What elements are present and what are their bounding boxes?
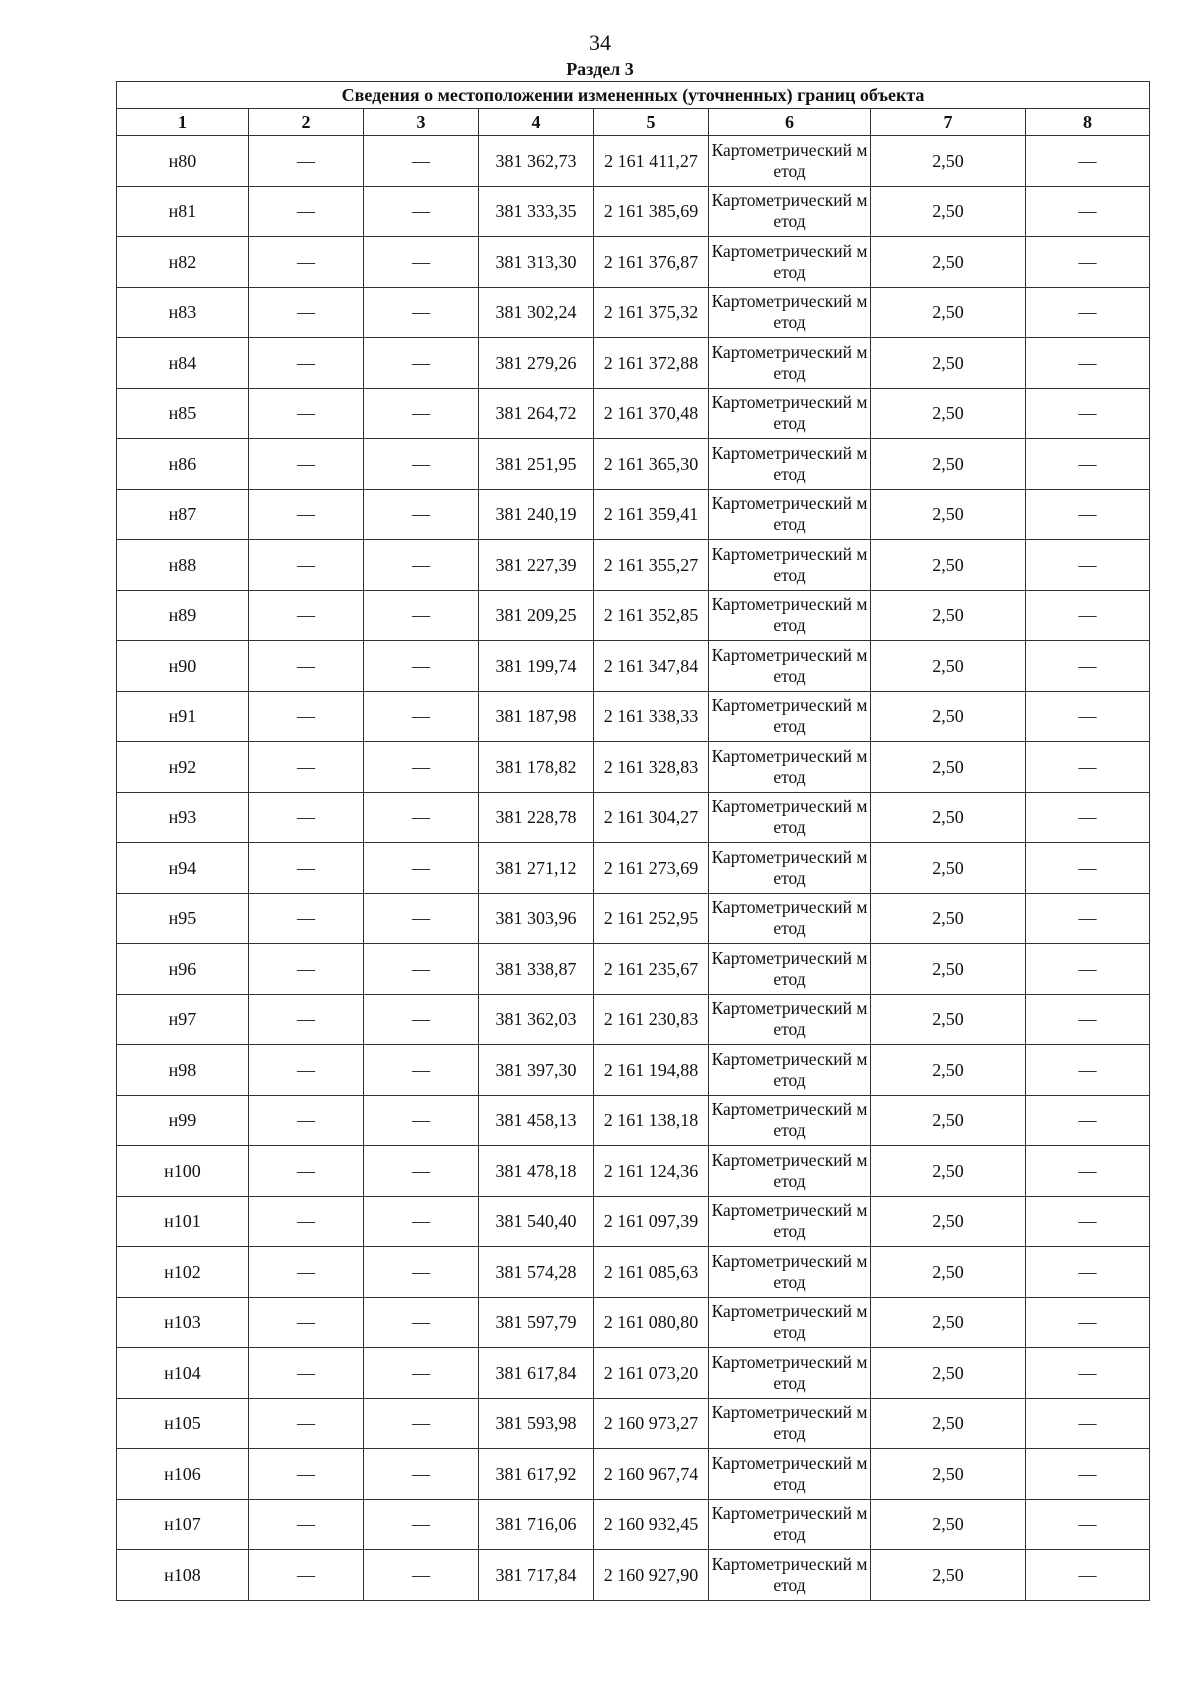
point-name-cell: н97 xyxy=(117,994,249,1045)
accuracy-cell: 2,50 xyxy=(871,1550,1026,1601)
method-cell: Картометрический метод xyxy=(709,489,871,540)
empty-value-cell: — xyxy=(249,540,364,591)
empty-value-cell: — xyxy=(249,237,364,288)
method-cell: Картометрический метод xyxy=(709,1247,871,1298)
table-row xyxy=(117,1196,1150,1247)
empty-value-cell: — xyxy=(249,1550,364,1601)
y-coordinate-cell: 2 161 230,83 xyxy=(594,994,709,1045)
table-row xyxy=(117,1550,1150,1601)
y-coordinate-cell: 2 161 355,27 xyxy=(594,540,709,591)
x-coordinate-cell: 381 209,25 xyxy=(479,590,594,641)
method-cell: Картометрический метод xyxy=(709,893,871,944)
y-coordinate-cell: 2 161 304,27 xyxy=(594,792,709,843)
method-cell: Картометрический метод xyxy=(709,994,871,1045)
method-cell: Картометрический метод xyxy=(709,338,871,389)
accuracy-cell: 2,50 xyxy=(871,1398,1026,1449)
y-coordinate-cell: 2 161 328,83 xyxy=(594,742,709,793)
empty-value-cell: — xyxy=(249,1196,364,1247)
column-number-6: 6 xyxy=(709,109,871,136)
empty-value-cell: — xyxy=(1026,1297,1150,1348)
table-row xyxy=(117,792,1150,843)
x-coordinate-cell: 381 717,84 xyxy=(479,1550,594,1601)
empty-value-cell: — xyxy=(364,1196,479,1247)
empty-value-cell: — xyxy=(1026,1247,1150,1298)
table-row xyxy=(117,388,1150,439)
empty-value-cell: — xyxy=(249,944,364,995)
table-row xyxy=(117,1348,1150,1399)
empty-value-cell: — xyxy=(249,136,364,187)
empty-value-cell: — xyxy=(249,388,364,439)
empty-value-cell: — xyxy=(364,1550,479,1601)
table-row xyxy=(117,691,1150,742)
x-coordinate-cell: 381 574,28 xyxy=(479,1247,594,1298)
accuracy-cell: 2,50 xyxy=(871,439,1026,490)
empty-value-cell: — xyxy=(1026,1550,1150,1601)
empty-value-cell: — xyxy=(249,186,364,237)
y-coordinate-cell: 2 161 138,18 xyxy=(594,1095,709,1146)
empty-value-cell: — xyxy=(364,338,479,389)
point-name-cell: н89 xyxy=(117,590,249,641)
empty-value-cell: — xyxy=(364,1095,479,1146)
method-cell: Картометрический метод xyxy=(709,287,871,338)
point-name-cell: н86 xyxy=(117,439,249,490)
empty-value-cell: — xyxy=(1026,540,1150,591)
accuracy-cell: 2,50 xyxy=(871,843,1026,894)
point-name-cell: н95 xyxy=(117,893,249,944)
empty-value-cell: — xyxy=(364,1449,479,1500)
x-coordinate-cell: 381 617,84 xyxy=(479,1348,594,1399)
empty-value-cell: — xyxy=(249,1146,364,1197)
table-row xyxy=(117,1398,1150,1449)
empty-value-cell: — xyxy=(364,641,479,692)
y-coordinate-cell: 2 160 973,27 xyxy=(594,1398,709,1449)
empty-value-cell: — xyxy=(249,287,364,338)
empty-value-cell: — xyxy=(1026,136,1150,187)
method-cell: Картометрический метод xyxy=(709,1348,871,1399)
table-row xyxy=(117,843,1150,894)
method-cell: Картометрический метод xyxy=(709,186,871,237)
empty-value-cell: — xyxy=(364,944,479,995)
method-cell: Картометрический метод xyxy=(709,944,871,995)
empty-value-cell: — xyxy=(249,792,364,843)
empty-value-cell: — xyxy=(249,590,364,641)
accuracy-cell: 2,50 xyxy=(871,590,1026,641)
method-cell: Картометрический метод xyxy=(709,1146,871,1197)
empty-value-cell: — xyxy=(249,1398,364,1449)
method-cell: Картометрический метод xyxy=(709,792,871,843)
empty-value-cell: — xyxy=(249,1499,364,1550)
point-name-cell: н83 xyxy=(117,287,249,338)
empty-value-cell: — xyxy=(364,237,479,288)
empty-value-cell: — xyxy=(1026,1196,1150,1247)
x-coordinate-cell: 381 617,92 xyxy=(479,1449,594,1500)
x-coordinate-cell: 381 478,18 xyxy=(479,1146,594,1197)
empty-value-cell: — xyxy=(364,1247,479,1298)
x-coordinate-cell: 381 362,03 xyxy=(479,994,594,1045)
accuracy-cell: 2,50 xyxy=(871,388,1026,439)
x-coordinate-cell: 381 362,73 xyxy=(479,136,594,187)
accuracy-cell: 2,50 xyxy=(871,1196,1026,1247)
empty-value-cell: — xyxy=(249,1095,364,1146)
empty-value-cell: — xyxy=(1026,186,1150,237)
table-row xyxy=(117,439,1150,490)
empty-value-cell: — xyxy=(364,186,479,237)
accuracy-cell: 2,50 xyxy=(871,1499,1026,1550)
table-row xyxy=(117,893,1150,944)
accuracy-cell: 2,50 xyxy=(871,1348,1026,1399)
empty-value-cell: — xyxy=(1026,287,1150,338)
method-cell: Картометрический метод xyxy=(709,136,871,187)
empty-value-cell: — xyxy=(1026,742,1150,793)
accuracy-cell: 2,50 xyxy=(871,1045,1026,1096)
empty-value-cell: — xyxy=(249,489,364,540)
point-name-cell: н104 xyxy=(117,1348,249,1399)
point-name-cell: н98 xyxy=(117,1045,249,1096)
empty-value-cell: — xyxy=(1026,590,1150,641)
point-name-cell: н91 xyxy=(117,691,249,742)
empty-value-cell: — xyxy=(364,1146,479,1197)
point-name-cell: н106 xyxy=(117,1449,249,1500)
accuracy-cell: 2,50 xyxy=(871,1095,1026,1146)
y-coordinate-cell: 2 160 927,90 xyxy=(594,1550,709,1601)
empty-value-cell: — xyxy=(364,1045,479,1096)
empty-value-cell: — xyxy=(1026,843,1150,894)
y-coordinate-cell: 2 161 359,41 xyxy=(594,489,709,540)
accuracy-cell: 2,50 xyxy=(871,1247,1026,1298)
empty-value-cell: — xyxy=(364,994,479,1045)
accuracy-cell: 2,50 xyxy=(871,994,1026,1045)
empty-value-cell: — xyxy=(364,489,479,540)
y-coordinate-cell: 2 161 375,32 xyxy=(594,287,709,338)
empty-value-cell: — xyxy=(249,1045,364,1096)
empty-value-cell: — xyxy=(364,893,479,944)
accuracy-cell: 2,50 xyxy=(871,136,1026,187)
table-caption: Сведения о местоположении измененных (уточненных) границ объекта xyxy=(117,82,1150,109)
point-name-cell: н107 xyxy=(117,1499,249,1550)
empty-value-cell: — xyxy=(364,1297,479,1348)
table-row xyxy=(117,1146,1150,1197)
empty-value-cell: — xyxy=(364,590,479,641)
empty-value-cell: — xyxy=(364,1499,479,1550)
method-cell: Картометрический метод xyxy=(709,1449,871,1500)
method-cell: Картометрический метод xyxy=(709,1196,871,1247)
accuracy-cell: 2,50 xyxy=(871,893,1026,944)
empty-value-cell: — xyxy=(1026,338,1150,389)
empty-value-cell: — xyxy=(249,691,364,742)
y-coordinate-cell: 2 161 372,88 xyxy=(594,338,709,389)
empty-value-cell: — xyxy=(249,1247,364,1298)
method-cell: Картометрический метод xyxy=(709,1499,871,1550)
point-name-cell: н96 xyxy=(117,944,249,995)
table-row xyxy=(117,1449,1150,1500)
table-row xyxy=(117,994,1150,1045)
accuracy-cell: 2,50 xyxy=(871,1146,1026,1197)
empty-value-cell: — xyxy=(1026,893,1150,944)
empty-value-cell: — xyxy=(249,439,364,490)
x-coordinate-cell: 381 264,72 xyxy=(479,388,594,439)
y-coordinate-cell: 2 161 252,95 xyxy=(594,893,709,944)
empty-value-cell: — xyxy=(1026,1398,1150,1449)
method-cell: Картометрический метод xyxy=(709,1297,871,1348)
x-coordinate-cell: 381 187,98 xyxy=(479,691,594,742)
table-row xyxy=(117,237,1150,288)
table-row xyxy=(117,1095,1150,1146)
y-coordinate-cell: 2 161 347,84 xyxy=(594,641,709,692)
table-row xyxy=(117,590,1150,641)
y-coordinate-cell: 2 161 370,48 xyxy=(594,388,709,439)
empty-value-cell: — xyxy=(249,1348,364,1399)
point-name-cell: н82 xyxy=(117,237,249,288)
accuracy-cell: 2,50 xyxy=(871,540,1026,591)
y-coordinate-cell: 2 161 085,63 xyxy=(594,1247,709,1298)
table-row xyxy=(117,641,1150,692)
table-row xyxy=(117,944,1150,995)
table-row xyxy=(117,338,1150,389)
x-coordinate-cell: 381 199,74 xyxy=(479,641,594,692)
table-row xyxy=(117,1297,1150,1348)
point-name-cell: н81 xyxy=(117,186,249,237)
method-cell: Картометрический метод xyxy=(709,540,871,591)
point-name-cell: н99 xyxy=(117,1095,249,1146)
column-number-7: 7 xyxy=(871,109,1026,136)
method-cell: Картометрический метод xyxy=(709,1095,871,1146)
empty-value-cell: — xyxy=(364,691,479,742)
x-coordinate-cell: 381 302,24 xyxy=(479,287,594,338)
empty-value-cell: — xyxy=(1026,641,1150,692)
empty-value-cell: — xyxy=(249,1449,364,1500)
accuracy-cell: 2,50 xyxy=(871,742,1026,793)
method-cell: Картометрический метод xyxy=(709,590,871,641)
method-cell: Картометрический метод xyxy=(709,439,871,490)
method-cell: Картометрический метод xyxy=(709,388,871,439)
y-coordinate-cell: 2 161 352,85 xyxy=(594,590,709,641)
column-number-4: 4 xyxy=(479,109,594,136)
point-name-cell: н92 xyxy=(117,742,249,793)
empty-value-cell: — xyxy=(1026,237,1150,288)
table-row xyxy=(117,489,1150,540)
y-coordinate-cell: 2 161 124,36 xyxy=(594,1146,709,1197)
point-name-cell: н88 xyxy=(117,540,249,591)
x-coordinate-cell: 381 303,96 xyxy=(479,893,594,944)
empty-value-cell: — xyxy=(249,994,364,1045)
y-coordinate-cell: 2 160 967,74 xyxy=(594,1449,709,1500)
empty-value-cell: — xyxy=(364,742,479,793)
empty-value-cell: — xyxy=(364,136,479,187)
empty-value-cell: — xyxy=(249,742,364,793)
point-name-cell: н101 xyxy=(117,1196,249,1247)
x-coordinate-cell: 381 240,19 xyxy=(479,489,594,540)
table-row xyxy=(117,1045,1150,1096)
point-name-cell: н100 xyxy=(117,1146,249,1197)
table-row xyxy=(117,1247,1150,1298)
table-row xyxy=(117,742,1150,793)
table-row xyxy=(117,287,1150,338)
boundary-coordinates-table xyxy=(116,81,1150,1601)
x-coordinate-cell: 381 397,30 xyxy=(479,1045,594,1096)
x-coordinate-cell: 381 271,12 xyxy=(479,843,594,894)
point-name-cell: н105 xyxy=(117,1398,249,1449)
empty-value-cell: — xyxy=(1026,1449,1150,1500)
empty-value-cell: — xyxy=(364,1348,479,1399)
empty-value-cell: — xyxy=(1026,489,1150,540)
x-coordinate-cell: 381 597,79 xyxy=(479,1297,594,1348)
table-row xyxy=(117,1499,1150,1550)
accuracy-cell: 2,50 xyxy=(871,186,1026,237)
empty-value-cell: — xyxy=(364,388,479,439)
accuracy-cell: 2,50 xyxy=(871,691,1026,742)
y-coordinate-cell: 2 161 097,39 xyxy=(594,1196,709,1247)
x-coordinate-cell: 381 593,98 xyxy=(479,1398,594,1449)
column-number-2: 2 xyxy=(249,109,364,136)
empty-value-cell: — xyxy=(249,893,364,944)
table-body xyxy=(117,136,1150,1601)
method-cell: Картометрический метод xyxy=(709,1398,871,1449)
empty-value-cell: — xyxy=(1026,1045,1150,1096)
empty-value-cell: — xyxy=(1026,1146,1150,1197)
accuracy-cell: 2,50 xyxy=(871,287,1026,338)
x-coordinate-cell: 381 338,87 xyxy=(479,944,594,995)
column-number-1: 1 xyxy=(117,109,249,136)
y-coordinate-cell: 2 161 365,30 xyxy=(594,439,709,490)
empty-value-cell: — xyxy=(1026,1095,1150,1146)
y-coordinate-cell: 2 161 080,80 xyxy=(594,1297,709,1348)
empty-value-cell: — xyxy=(1026,1499,1150,1550)
accuracy-cell: 2,50 xyxy=(871,792,1026,843)
x-coordinate-cell: 381 228,78 xyxy=(479,792,594,843)
x-coordinate-cell: 381 279,26 xyxy=(479,338,594,389)
column-number-8: 8 xyxy=(1026,109,1150,136)
empty-value-cell: — xyxy=(1026,388,1150,439)
x-coordinate-cell: 381 716,06 xyxy=(479,1499,594,1550)
empty-value-cell: — xyxy=(249,1297,364,1348)
point-name-cell: н103 xyxy=(117,1297,249,1348)
method-cell: Картометрический метод xyxy=(709,691,871,742)
table-row xyxy=(117,540,1150,591)
point-name-cell: н93 xyxy=(117,792,249,843)
empty-value-cell: — xyxy=(1026,1348,1150,1399)
y-coordinate-cell: 2 161 411,27 xyxy=(594,136,709,187)
accuracy-cell: 2,50 xyxy=(871,489,1026,540)
empty-value-cell: — xyxy=(364,439,479,490)
point-name-cell: н94 xyxy=(117,843,249,894)
accuracy-cell: 2,50 xyxy=(871,641,1026,692)
y-coordinate-cell: 2 161 273,69 xyxy=(594,843,709,894)
x-coordinate-cell: 381 540,40 xyxy=(479,1196,594,1247)
empty-value-cell: — xyxy=(1026,994,1150,1045)
point-name-cell: н102 xyxy=(117,1247,249,1298)
point-name-cell: н87 xyxy=(117,489,249,540)
empty-value-cell: — xyxy=(1026,691,1150,742)
y-coordinate-cell: 2 161 385,69 xyxy=(594,186,709,237)
method-cell: Картометрический метод xyxy=(709,742,871,793)
point-name-cell: н80 xyxy=(117,136,249,187)
page-number: 34 xyxy=(589,30,611,55)
x-coordinate-cell: 381 313,30 xyxy=(479,237,594,288)
empty-value-cell: — xyxy=(364,540,479,591)
accuracy-cell: 2,50 xyxy=(871,944,1026,995)
y-coordinate-cell: 2 161 338,33 xyxy=(594,691,709,742)
empty-value-cell: — xyxy=(1026,439,1150,490)
column-number-row xyxy=(117,109,1150,136)
table-row xyxy=(117,186,1150,237)
accuracy-cell: 2,50 xyxy=(871,1297,1026,1348)
point-name-cell: н85 xyxy=(117,388,249,439)
point-name-cell: н90 xyxy=(117,641,249,692)
point-name-cell: н108 xyxy=(117,1550,249,1601)
x-coordinate-cell: 381 178,82 xyxy=(479,742,594,793)
method-cell: Картометрический метод xyxy=(709,843,871,894)
empty-value-cell: — xyxy=(1026,792,1150,843)
method-cell: Картометрический метод xyxy=(709,237,871,288)
y-coordinate-cell: 2 161 376,87 xyxy=(594,237,709,288)
section-title: Раздел 3 xyxy=(566,59,634,79)
y-coordinate-cell: 2 160 932,45 xyxy=(594,1499,709,1550)
empty-value-cell: — xyxy=(249,338,364,389)
x-coordinate-cell: 381 333,35 xyxy=(479,186,594,237)
table-row xyxy=(117,136,1150,187)
y-coordinate-cell: 2 161 235,67 xyxy=(594,944,709,995)
method-cell: Картометрический метод xyxy=(709,641,871,692)
accuracy-cell: 2,50 xyxy=(871,1449,1026,1500)
empty-value-cell: — xyxy=(249,641,364,692)
accuracy-cell: 2,50 xyxy=(871,237,1026,288)
accuracy-cell: 2,50 xyxy=(871,338,1026,389)
empty-value-cell: — xyxy=(364,1398,479,1449)
column-number-5: 5 xyxy=(594,109,709,136)
x-coordinate-cell: 381 251,95 xyxy=(479,439,594,490)
x-coordinate-cell: 381 227,39 xyxy=(479,540,594,591)
y-coordinate-cell: 2 161 073,20 xyxy=(594,1348,709,1399)
x-coordinate-cell: 381 458,13 xyxy=(479,1095,594,1146)
y-coordinate-cell: 2 161 194,88 xyxy=(594,1045,709,1096)
empty-value-cell: — xyxy=(364,843,479,894)
empty-value-cell: — xyxy=(1026,944,1150,995)
point-name-cell: н84 xyxy=(117,338,249,389)
method-cell: Картометрический метод xyxy=(709,1045,871,1096)
method-cell: Картометрический метод xyxy=(709,1550,871,1601)
empty-value-cell: — xyxy=(249,843,364,894)
empty-value-cell: — xyxy=(364,287,479,338)
empty-value-cell: — xyxy=(364,792,479,843)
column-number-3: 3 xyxy=(364,109,479,136)
